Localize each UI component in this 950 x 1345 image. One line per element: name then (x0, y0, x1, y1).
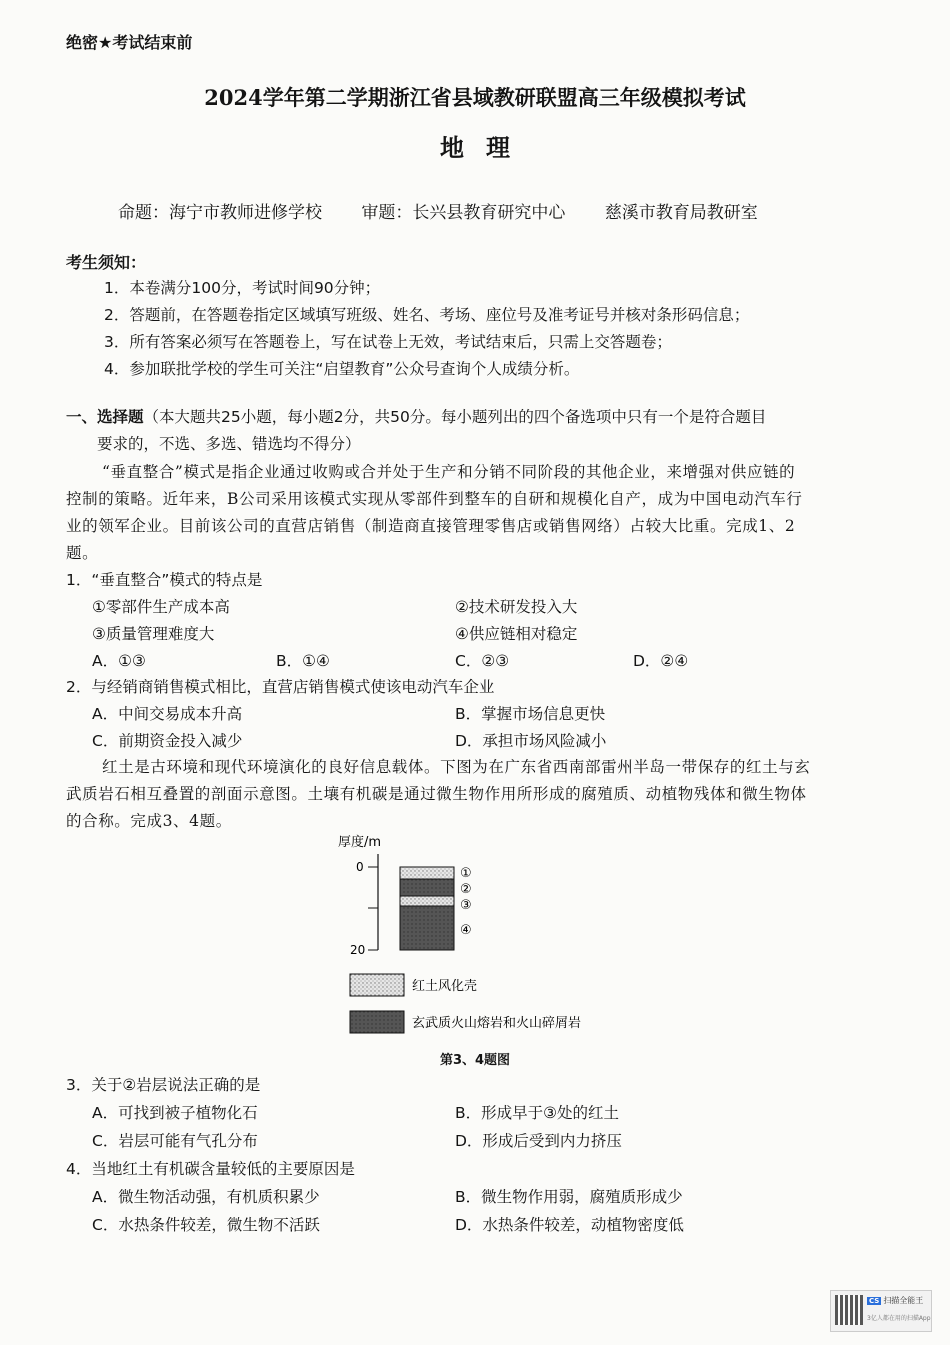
author-reviewer: 审题：长兴县教育研究中心 (361, 203, 566, 223)
tick-label-20: 20 (350, 943, 366, 957)
passage1-line: 题。 (66, 544, 99, 562)
passage1-line: 业的领军企业。目前该公司的直营店销售（制造商直接管理零售店或销售网络）占较大比重。完成1、2 (66, 517, 796, 535)
passage2-line: 武质岩石相互叠置的剖面示意图。土壤有机碳是通过微生物作用所形成的腐殖质、动植物残体和微生物体 (66, 785, 807, 803)
soil-profile-figure (330, 830, 650, 1040)
watermark-brand (867, 1295, 923, 1306)
subject-title: 地理 (440, 133, 532, 162)
passage2-line: 的合称。完成3、4题。 (66, 812, 232, 830)
q2-option-d: D．承担市场风险减小 (455, 732, 607, 750)
watermark-brand-text: 扫描全能王 (883, 1296, 924, 1305)
legend-basalt: 玄武质火山熔岩和火山碎屑岩 (412, 1016, 582, 1031)
passage2-line: 红土是古环境和现代环境演化的良好信息载体。下图为在广东省西南部雷州半岛一带保存的红土与玄 (102, 758, 811, 776)
q1-statement: ④供应链相对稳定 (455, 625, 578, 643)
section-desc-cont: 要求的，不选、多选、错选均不得分） (97, 435, 361, 453)
question-2-stem: 2．与经销商销售模式相比，直营店销售模式使该电动汽车企业 (66, 678, 495, 696)
q1-option-d: D．②④ (633, 652, 689, 670)
q2-option-b: B．掌握市场信息更快 (455, 705, 606, 723)
section-desc: （本大题共25小题，每小题2分，共50分。每小题列出的四个备选项中只有一个是符合题目 (143, 408, 767, 426)
q1-statement: ③质量管理难度大 (92, 625, 215, 643)
notice-item: 4．参加联批学校的学生可关注“启望教育”公众号查询个人成绩分析。 (104, 360, 580, 378)
notice-item: 3．所有答案必须写在答题卷上，写在试卷上无效，考试结束后，只需上交答题卷； (104, 333, 672, 351)
passage1-line: 控制的策略。近年来，B公司采用该模式实现从零部件到整车的自研和规模化自产，成为中国电动汽车行 (66, 490, 803, 508)
qr-code-icon (835, 1295, 863, 1325)
layer-label: ① (460, 866, 472, 881)
q4-option-c: C．水热条件较差，微生物不活跃 (92, 1216, 320, 1234)
layer-3 (400, 896, 454, 906)
question-3-stem: 3．关于②岩层说法正确的是 (66, 1076, 261, 1094)
q3-option-d: D．形成后受到内力挤压 (455, 1132, 622, 1150)
notice-item: 2．答题前，在答题卷指定区域填写班级、姓名、考场、座位号及准考证号并核对条形码信息； (104, 306, 750, 324)
layer-4 (400, 906, 454, 950)
q4-option-b: B．微生物作用弱，腐殖质形成少 (455, 1188, 683, 1206)
layer-1 (400, 867, 454, 879)
q1-option-b: B．①④ (276, 652, 330, 670)
scanner-watermark (830, 1290, 932, 1332)
q4-option-d: D．水热条件较差，动植物密度低 (455, 1216, 684, 1234)
question-4-stem: 4．当地红土有机碳含量较低的主要原因是 (66, 1160, 355, 1178)
layer-label: ② (460, 882, 472, 897)
q4-option-a: A．微生物活动强，有机质积累少 (92, 1188, 320, 1206)
legend-swatch-basalt (350, 1011, 404, 1033)
exam-title: 2024学年第二学期浙江省县域教研联盟高三年级模拟考试 (204, 85, 746, 110)
section-title: 一、选择题 (66, 408, 144, 426)
notice-heading: 考生须知： (66, 253, 147, 272)
q2-option-a: A．中间交易成本升高 (92, 705, 243, 723)
section-heading (66, 405, 766, 427)
q3-option-c: C．岩层可能有气孔分布 (92, 1132, 258, 1150)
q2-option-c: C．前期资金投入减少 (92, 732, 243, 750)
question-1-stem: 1．“垂直整合”模式的特点是 (66, 571, 263, 589)
layer-label: ③ (460, 898, 472, 913)
figure-caption: 第3、4题图 (439, 1053, 511, 1068)
tick-label-0: 0 (356, 860, 364, 874)
legend-red-soil: 红土风化壳 (412, 979, 478, 994)
layer-label: ④ (460, 923, 472, 938)
author-line (118, 198, 792, 223)
q1-statement: ①零部件生产成本高 (92, 598, 230, 616)
confidential-label: 绝密★考试结束前 (66, 33, 193, 52)
watermark-sub: 3亿人都在用的扫描App (867, 1315, 931, 1322)
notice-item: 1．本卷满分100分，考试时间90分钟； (104, 279, 381, 297)
q1-statement: ②技术研发投入大 (455, 598, 578, 616)
author-proposer: 命题：海宁市教师进修学校 (118, 203, 322, 223)
cs-badge: CS (869, 1297, 880, 1305)
q3-option-b: B．形成早于③处的红土 (455, 1104, 620, 1122)
author-reviewer-2: 慈溪市教育局教研室 (604, 203, 758, 223)
axis-label: 厚度/m (338, 835, 382, 850)
legend-swatch-red-soil (350, 974, 404, 996)
q1-option-c: C．②③ (455, 652, 510, 670)
passage1-line: “垂直整合”模式是指企业通过收购或合并处于生产和分销不同阶段的其他企业，来增强对供应链的 (102, 463, 796, 481)
layer-2 (400, 879, 454, 896)
q3-option-a: A．可找到被子植物化石 (92, 1104, 258, 1122)
q1-option-a: A．①③ (92, 652, 146, 670)
